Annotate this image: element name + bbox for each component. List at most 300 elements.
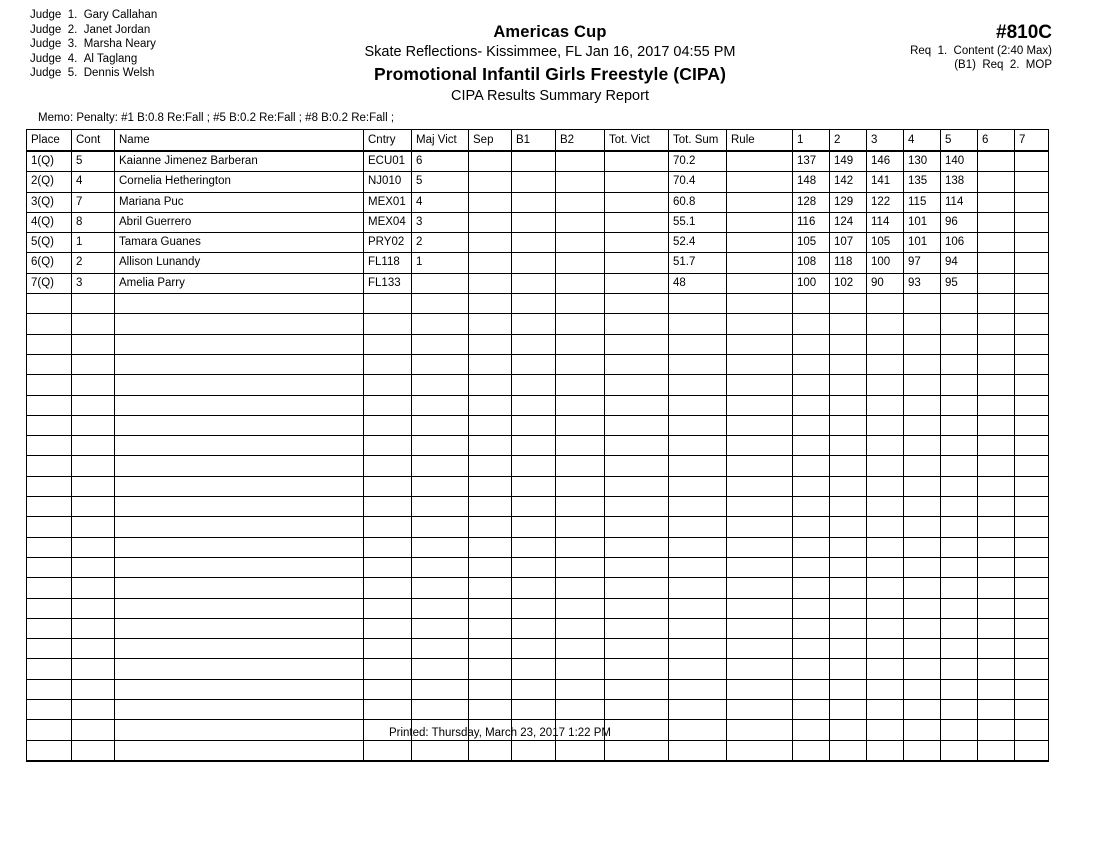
cell-cntry: FL133	[364, 273, 412, 293]
cell-empty	[978, 375, 1015, 395]
cell-empty	[978, 436, 1015, 456]
cell-empty	[1015, 456, 1049, 476]
cell-empty	[605, 395, 669, 415]
cell-judge-score: 105	[867, 233, 904, 253]
cell-empty	[1015, 700, 1049, 720]
cell-empty	[556, 578, 605, 598]
cell-empty	[364, 456, 412, 476]
cell-empty	[512, 639, 556, 659]
table-row-empty[interactable]	[27, 294, 1049, 314]
table-row-empty[interactable]	[27, 395, 1049, 415]
cell-empty	[469, 456, 512, 476]
cell-empty	[364, 436, 412, 456]
cell-empty	[469, 294, 512, 314]
cell-empty	[364, 517, 412, 537]
cell-empty	[727, 618, 793, 638]
cell-empty	[412, 436, 469, 456]
cell-judge-score	[978, 212, 1015, 232]
table-row[interactable]	[27, 212, 1049, 232]
column-header[interactable]: Maj Vict	[412, 130, 469, 152]
cell-empty	[556, 294, 605, 314]
cell-empty	[72, 497, 115, 517]
cell-tot-sum: 60.8	[669, 192, 727, 212]
column-header[interactable]: B1	[512, 130, 556, 152]
cell-empty	[72, 679, 115, 699]
judge-entry	[30, 52, 157, 67]
cell-empty	[669, 415, 727, 435]
cell-judge-score: 101	[904, 233, 941, 253]
cell-name: Tamara Guanes	[115, 233, 364, 253]
cell-judge-score: 114	[867, 212, 904, 232]
cell-empty	[469, 618, 512, 638]
table-row-empty[interactable]	[27, 314, 1049, 334]
judge-entry	[30, 23, 157, 38]
cell-empty	[830, 598, 867, 618]
cell-judge-score: 94	[941, 253, 978, 273]
cell-empty	[941, 537, 978, 557]
judge-name: Janet Jordan	[77, 23, 151, 36]
cell-empty	[1015, 415, 1049, 435]
cell-empty	[605, 700, 669, 720]
cell-empty	[27, 294, 72, 314]
cell-empty	[727, 314, 793, 334]
table-row-empty[interactable]	[27, 639, 1049, 659]
cell-empty	[904, 354, 941, 374]
cell-empty	[364, 639, 412, 659]
cell-empty	[469, 375, 512, 395]
table-row-empty[interactable]	[27, 517, 1049, 537]
cell-empty	[412, 334, 469, 354]
cell-b2	[556, 151, 605, 172]
cell-empty	[867, 517, 904, 537]
judge-panel	[30, 8, 157, 81]
cell-empty	[605, 354, 669, 374]
table-row-empty[interactable]	[27, 679, 1049, 699]
cell-empty	[867, 436, 904, 456]
cell-empty	[978, 679, 1015, 699]
cell-empty	[72, 334, 115, 354]
cell-empty	[115, 436, 364, 456]
cell-tot-vict	[605, 151, 669, 172]
cell-empty	[941, 354, 978, 374]
table-row-empty[interactable]	[27, 618, 1049, 638]
cell-empty	[72, 659, 115, 679]
cell-empty	[469, 578, 512, 598]
cell-empty	[605, 598, 669, 618]
cell-empty	[512, 659, 556, 679]
cell-empty	[27, 537, 72, 557]
cell-empty	[115, 618, 364, 638]
cell-empty	[727, 415, 793, 435]
class-title: Promotional Infantil Girls Freestyle (CIPA)	[373, 64, 727, 84]
cell-empty	[727, 679, 793, 699]
table-row[interactable]	[27, 151, 1049, 172]
column-header[interactable]: Place	[27, 130, 72, 152]
column-header[interactable]: B2	[556, 130, 605, 152]
cell-judge-score	[978, 273, 1015, 293]
table-row-empty[interactable]	[27, 598, 1049, 618]
cell-empty	[115, 537, 364, 557]
cell-b2	[556, 192, 605, 212]
report-subtitle: CIPA Results Summary Report	[451, 88, 649, 104]
column-header[interactable]: Cont	[72, 130, 115, 152]
cell-empty	[978, 395, 1015, 415]
cell-empty	[867, 415, 904, 435]
table-row-empty[interactable]	[27, 375, 1049, 395]
cell-cont: 8	[72, 212, 115, 232]
table-row-empty[interactable]	[27, 436, 1049, 456]
cell-b1	[512, 233, 556, 253]
cell-empty	[1015, 537, 1049, 557]
event-number: #810C	[996, 22, 1052, 43]
cell-empty	[27, 679, 72, 699]
table-row-empty[interactable]	[27, 456, 1049, 476]
judge-label: Judge	[30, 38, 62, 51]
cell-empty	[115, 354, 364, 374]
cell-empty	[115, 456, 364, 476]
cell-empty	[978, 598, 1015, 618]
cell-rule	[727, 172, 793, 192]
cell-empty	[867, 354, 904, 374]
table-row-empty[interactable]	[27, 740, 1049, 761]
cell-empty	[605, 334, 669, 354]
table-row-empty[interactable]	[27, 354, 1049, 374]
event-meta	[910, 22, 1052, 72]
cell-empty	[793, 618, 830, 638]
cell-empty	[72, 476, 115, 496]
judge-label: Judge	[30, 67, 62, 80]
cell-judge-score: 129	[830, 192, 867, 212]
cell-empty	[904, 294, 941, 314]
cell-empty	[412, 557, 469, 577]
cell-empty	[469, 497, 512, 517]
column-header[interactable]: Cntry	[364, 130, 412, 152]
cell-empty	[72, 557, 115, 577]
cell-empty	[72, 375, 115, 395]
table-row-empty[interactable]	[27, 578, 1049, 598]
cell-empty	[793, 314, 830, 334]
cell-empty	[115, 679, 364, 699]
cell-empty	[364, 598, 412, 618]
cell-empty	[556, 537, 605, 557]
cell-empty	[830, 497, 867, 517]
cell-empty	[867, 740, 904, 761]
cell-empty	[115, 334, 364, 354]
judge-number: 2.	[61, 23, 78, 36]
cell-empty	[867, 598, 904, 618]
cell-empty	[412, 740, 469, 761]
cell-judge-score: 138	[941, 172, 978, 192]
cell-empty	[412, 639, 469, 659]
cell-empty	[904, 537, 941, 557]
cell-empty	[904, 578, 941, 598]
column-header[interactable]: Sep	[469, 130, 512, 152]
cell-empty	[978, 517, 1015, 537]
cell-place: 4(Q)	[27, 212, 72, 232]
cell-empty	[830, 659, 867, 679]
cell-empty	[27, 354, 72, 374]
cell-empty	[412, 497, 469, 517]
table-row[interactable]	[27, 273, 1049, 293]
cell-tot-sum: 51.7	[669, 253, 727, 273]
column-header[interactable]: Tot. Sum	[669, 130, 727, 152]
cell-empty	[793, 578, 830, 598]
cell-empty	[867, 476, 904, 496]
cell-empty	[27, 456, 72, 476]
column-header[interactable]: Name	[115, 130, 364, 152]
cell-empty	[727, 557, 793, 577]
cell-empty	[978, 618, 1015, 638]
requirements-list	[910, 44, 1052, 72]
cell-tot-sum: 48	[669, 273, 727, 293]
cell-empty	[830, 557, 867, 577]
cell-empty	[115, 294, 364, 314]
cell-cont: 4	[72, 172, 115, 192]
cell-empty	[830, 537, 867, 557]
cell-empty	[469, 659, 512, 679]
cell-empty	[1015, 598, 1049, 618]
cell-empty	[605, 659, 669, 679]
cell-empty	[512, 679, 556, 699]
cell-tot-vict	[605, 253, 669, 273]
cell-judge-score	[978, 233, 1015, 253]
judge-label: Judge	[30, 23, 62, 36]
cell-empty	[556, 659, 605, 679]
cell-empty	[793, 294, 830, 314]
cell-empty	[556, 700, 605, 720]
cell-empty	[412, 578, 469, 598]
cell-judge-score: 114	[941, 192, 978, 212]
column-header[interactable]: 4	[904, 130, 941, 152]
cell-empty	[978, 497, 1015, 517]
column-header[interactable]: 2	[830, 130, 867, 152]
cell-judge-score: 100	[867, 253, 904, 273]
cell-empty	[605, 537, 669, 557]
cell-empty	[115, 497, 364, 517]
cell-empty	[605, 497, 669, 517]
cell-empty	[469, 517, 512, 537]
cell-empty	[830, 354, 867, 374]
cell-empty	[669, 395, 727, 415]
cell-judge-score: 149	[830, 151, 867, 172]
cell-empty	[469, 395, 512, 415]
cell-tot-sum: 70.2	[669, 151, 727, 172]
cell-empty	[469, 415, 512, 435]
cell-judge-score	[1015, 273, 1049, 293]
column-header[interactable]: Rule	[727, 130, 793, 152]
table-row[interactable]	[27, 172, 1049, 192]
table-row-empty[interactable]	[27, 415, 1049, 435]
cell-empty	[512, 395, 556, 415]
cell-empty	[512, 354, 556, 374]
cell-empty	[793, 659, 830, 679]
cell-empty	[115, 578, 364, 598]
cell-empty	[605, 294, 669, 314]
table-row-empty[interactable]	[27, 334, 1049, 354]
cell-empty	[727, 354, 793, 374]
cell-empty	[1015, 436, 1049, 456]
cell-b2	[556, 212, 605, 232]
cell-empty	[904, 659, 941, 679]
cell-empty	[556, 557, 605, 577]
cell-empty	[669, 537, 727, 557]
table-row-empty[interactable]	[27, 476, 1049, 496]
cell-empty	[830, 314, 867, 334]
cell-maj-vict: 3	[412, 212, 469, 232]
cell-empty	[867, 557, 904, 577]
table-row-empty[interactable]	[27, 700, 1049, 720]
column-header[interactable]: 7	[1015, 130, 1049, 152]
cell-tot-sum: 55.1	[669, 212, 727, 232]
cell-rule	[727, 253, 793, 273]
cell-empty	[978, 456, 1015, 476]
cell-empty	[512, 294, 556, 314]
cell-empty	[512, 578, 556, 598]
cell-name: Amelia Parry	[115, 273, 364, 293]
column-header[interactable]: 6	[978, 130, 1015, 152]
cell-empty	[941, 618, 978, 638]
cell-tot-sum: 70.4	[669, 172, 727, 192]
cell-empty	[727, 497, 793, 517]
cell-empty	[904, 557, 941, 577]
table-row[interactable]	[27, 233, 1049, 253]
cell-empty	[364, 294, 412, 314]
cell-empty	[364, 415, 412, 435]
table-row-empty[interactable]	[27, 537, 1049, 557]
cell-empty	[727, 537, 793, 557]
cell-empty	[1015, 375, 1049, 395]
column-header[interactable]: 1	[793, 130, 830, 152]
column-header[interactable]: 3	[867, 130, 904, 152]
cell-empty	[727, 395, 793, 415]
cell-empty	[364, 476, 412, 496]
cell-empty	[469, 436, 512, 456]
cell-empty	[941, 700, 978, 720]
cell-empty	[556, 415, 605, 435]
cell-empty	[605, 476, 669, 496]
cell-judge-score	[1015, 253, 1049, 273]
cell-empty	[978, 415, 1015, 435]
cell-empty	[867, 375, 904, 395]
cell-judge-score: 90	[867, 273, 904, 293]
cell-b2	[556, 172, 605, 192]
cell-empty	[72, 740, 115, 761]
cell-empty	[605, 639, 669, 659]
cell-empty	[978, 740, 1015, 761]
cell-empty	[412, 618, 469, 638]
cell-empty	[830, 740, 867, 761]
cell-empty	[72, 639, 115, 659]
cell-judge-score	[1015, 233, 1049, 253]
memo-line: Memo: Penalty: #1 B:0.8 Re:Fall ; #5 B:0.2 Re:Fall ; #8 B:0.2 Re:Fall ;	[38, 112, 395, 124]
cell-judge-score: 128	[793, 192, 830, 212]
cell-empty	[904, 517, 941, 537]
cell-empty	[27, 618, 72, 638]
cell-empty	[904, 436, 941, 456]
cell-judge-score: 142	[830, 172, 867, 192]
cell-empty	[941, 415, 978, 435]
column-header[interactable]: 5	[941, 130, 978, 152]
cell-sep	[469, 151, 512, 172]
cell-empty	[556, 598, 605, 618]
cell-empty	[867, 395, 904, 415]
cell-empty	[669, 598, 727, 618]
cell-empty	[830, 517, 867, 537]
cell-empty	[904, 679, 941, 699]
cell-empty	[867, 700, 904, 720]
cell-empty	[904, 618, 941, 638]
cell-empty	[72, 578, 115, 598]
cell-empty	[412, 375, 469, 395]
table-row-empty[interactable]	[27, 557, 1049, 577]
cell-empty	[27, 517, 72, 537]
cell-empty	[867, 639, 904, 659]
cell-tot-vict	[605, 192, 669, 212]
cell-sep	[469, 192, 512, 212]
cell-empty	[669, 314, 727, 334]
cell-empty	[364, 354, 412, 374]
cell-empty	[669, 294, 727, 314]
column-header[interactable]: Tot. Vict	[605, 130, 669, 152]
cell-empty	[867, 618, 904, 638]
cell-empty	[727, 375, 793, 395]
cell-empty	[1015, 639, 1049, 659]
cell-empty	[556, 679, 605, 699]
cell-judge-score	[1015, 192, 1049, 212]
cell-empty	[669, 618, 727, 638]
table-row[interactable]	[27, 253, 1049, 273]
cell-judge-score: 107	[830, 233, 867, 253]
cell-empty	[27, 578, 72, 598]
cell-empty	[27, 700, 72, 720]
judge-entry	[30, 66, 157, 81]
cell-judge-score: 97	[904, 253, 941, 273]
cell-empty	[412, 354, 469, 374]
table-row[interactable]	[27, 192, 1049, 212]
cell-b1	[512, 192, 556, 212]
cell-empty	[727, 659, 793, 679]
cell-judge-score	[978, 151, 1015, 172]
cell-empty	[941, 294, 978, 314]
cell-empty	[1015, 578, 1049, 598]
cell-cntry: MEX04	[364, 212, 412, 232]
cell-empty	[556, 618, 605, 638]
cell-empty	[27, 415, 72, 435]
cell-empty	[867, 679, 904, 699]
cell-empty	[364, 740, 412, 761]
cell-empty	[27, 659, 72, 679]
cell-empty	[867, 334, 904, 354]
cell-empty	[941, 497, 978, 517]
cell-empty	[412, 294, 469, 314]
cell-judge-score	[1015, 151, 1049, 172]
cell-judge-score	[978, 192, 1015, 212]
cell-empty	[793, 639, 830, 659]
cell-empty	[412, 700, 469, 720]
table-row-empty[interactable]	[27, 659, 1049, 679]
cell-empty	[512, 436, 556, 456]
cell-empty	[904, 598, 941, 618]
cell-empty	[904, 375, 941, 395]
cell-empty	[1015, 659, 1049, 679]
cell-judge-score: 100	[793, 273, 830, 293]
cell-empty	[115, 598, 364, 618]
cell-rule	[727, 151, 793, 172]
table-row-empty[interactable]	[27, 497, 1049, 517]
cell-empty	[867, 497, 904, 517]
cell-b2	[556, 253, 605, 273]
cell-empty	[556, 334, 605, 354]
